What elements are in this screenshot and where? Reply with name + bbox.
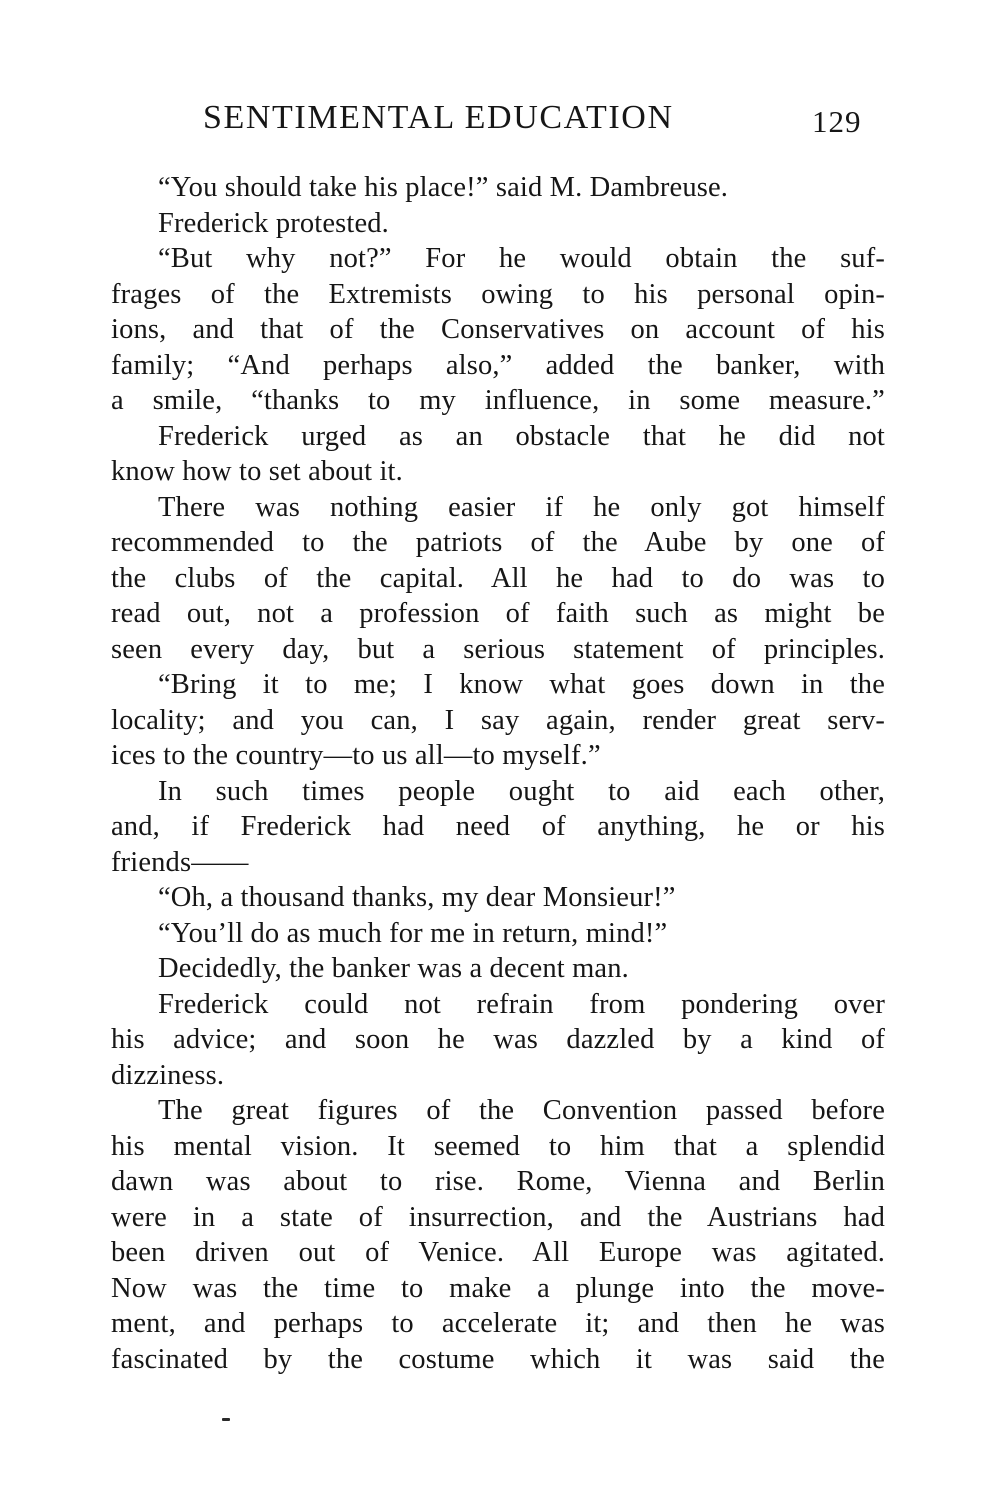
text-line: ment, and perhaps to accelerate it; and then he was: [111, 1308, 885, 1339]
page-number: 129: [812, 104, 862, 139]
running-head: [200, 96, 900, 140]
text-line: Decidedly, the banker was a decent man.: [158, 953, 629, 984]
text-line: were in a state of insurrection, and the Austrians had: [111, 1201, 885, 1233]
text-line: fascinated by the costume which it was said the: [111, 1343, 885, 1375]
text-line: the clubs of the capital. All he had to do was to: [111, 562, 885, 594]
text-line: “Oh, a thousand thanks, my dear Monsieur!”: [158, 882, 676, 913]
text-line: dawn was about to rise. Rome, Vienna and Berlin: [111, 1166, 885, 1197]
text-line: Frederick urged as an obstacle that he did not: [158, 420, 885, 452]
text-line: been driven out of Venice. All Europe was agitated.: [111, 1237, 885, 1268]
text-line: his mental vision. It seemed to him that a splendid: [111, 1130, 885, 1162]
text-line: There was nothing easier if he only got himself: [158, 491, 885, 523]
text-line: Now was the time to make a plunge into the move-: [111, 1272, 885, 1304]
text-line: seen every day, but a serious statement of principles.: [111, 633, 885, 665]
text-line: know how to set about it.: [111, 456, 403, 487]
text-line: locality; and you can, I say again, render great serv-: [111, 704, 885, 736]
text-line: Frederick could not refrain from pondering over: [158, 988, 885, 1020]
text-line: Frederick protested.: [158, 207, 389, 239]
text-line: his advice; and soon he was dazzled by a kind of: [111, 1024, 885, 1055]
text-line: The great figures of the Convention passed before: [158, 1095, 885, 1126]
text-line: and, if Frederick had need of anything, he or his: [111, 811, 885, 842]
body-text: [111, 170, 885, 1377]
text-line: “But why not?” For he would obtain the suf-: [158, 243, 885, 274]
text-line: “Bring it to me; I know what goes down in the: [158, 669, 885, 700]
text-line: frages of the Extremists owing to his personal opin-: [111, 278, 885, 310]
text-line: ices to the country—to us all—to myself.”: [111, 740, 601, 771]
text-line: read out, not a profession of faith such as might be: [111, 598, 885, 629]
text-line: recommended to the patriots of the Aube by one of: [111, 527, 885, 558]
text-line: a smile, “thanks to my influence, in some measure.”: [111, 385, 885, 416]
text-line: ions, and that of the Conservatives on account of his: [111, 314, 885, 345]
text-line: “You should take his place!” said M. Dambreuse.: [158, 172, 729, 203]
text-line: friends——: [111, 846, 249, 878]
text-line: In such times people ought to aid each other,: [158, 775, 885, 807]
print-speck: [222, 1418, 230, 1421]
text-line: family; “And perhaps also,” added the banker, with: [111, 349, 885, 381]
running-head-title: SENTIMENTAL EDUCATION: [203, 99, 674, 136]
text-line: dizziness.: [111, 1059, 225, 1091]
text-line: “You’ll do as much for me in return, mind!”: [158, 917, 668, 949]
